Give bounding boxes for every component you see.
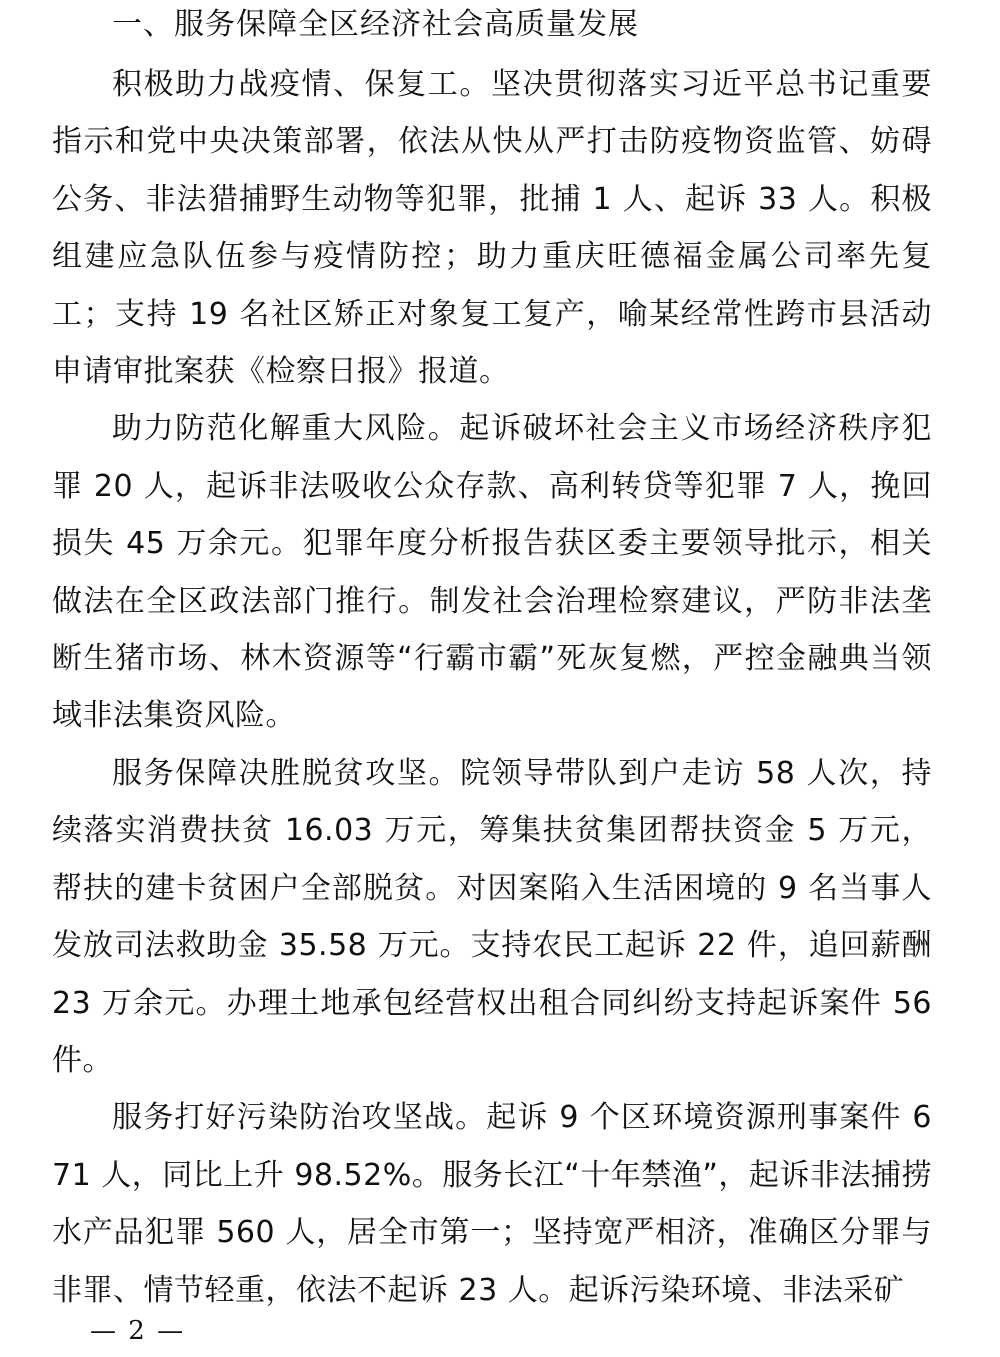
page-number: — 2 — — [90, 1316, 186, 1346]
section-heading: 一、服务保障全区经济社会高质量发展 — [112, 7, 639, 42]
paragraph-pollution-control: 服务打好污染防治攻坚战。起诉 9 个区环境资源刑事案件 671 人，同比上升 98.52%。服务长江“十年禁渔”，起诉非法捕捞水产品犯罪 560 人，居全市第一；坚持宽严相济，准确区分罪与非罪、情节轻重，依法不起诉 23 人。起诉污染环境、非法采矿 — [52, 1100, 932, 1308]
paragraph-risk-prevention: 助力防范化解重大风险。起诉破坏社会主义市场经济秩序犯罪 20 人，起诉非法吸收公众存款、高利转贷等犯罪 7 人，挽回损失 45 万余元。犯罪年度分析报告获区委主要领导批示，相关做法在全区政法部门推行。制发社会治理检察建议，严防非法垄断生猪市场、林木资源等“行霸市霸”死灰复燃，严控金融典当领域非法集资风险。 — [52, 411, 932, 734]
paragraph-pandemic-resumption: 积极助力战疫情、保复工。坚决贯彻落实习近平总书记重要指示和党中央决策部署，依法从快从严打击防疫物资监管、妨碍公务、非法猎捕野生动物等犯罪，批捕 1 人、起诉 33 人。积极组建应急队伍参与疫情防控；助力重庆旺德福金属公司率先复工；支持 19 名社区矫正对象复工复产，喻某经常性跨市县活动申请审批案获《检察日报》报道。 — [52, 67, 932, 390]
body-text — [52, 56, 932, 1319]
paragraph-poverty-alleviation: 服务保障决胜脱贫攻坚。院领导带队到户走访 58 人次，持续落实消费扶贫 16.03 万元，筹集扶贫集团帮扶资金 5 万元，帮扶的建卡贫困户全部脱贫。对因案陷入生活困境的 9 名当事人发放司法救助金 35.58 万元。支持农民工起诉 22 件，追回薪酬 23 万余元。办理土地承包经营权出租合同纠纷支持起诉案件 56 件。 — [52, 755, 932, 1078]
